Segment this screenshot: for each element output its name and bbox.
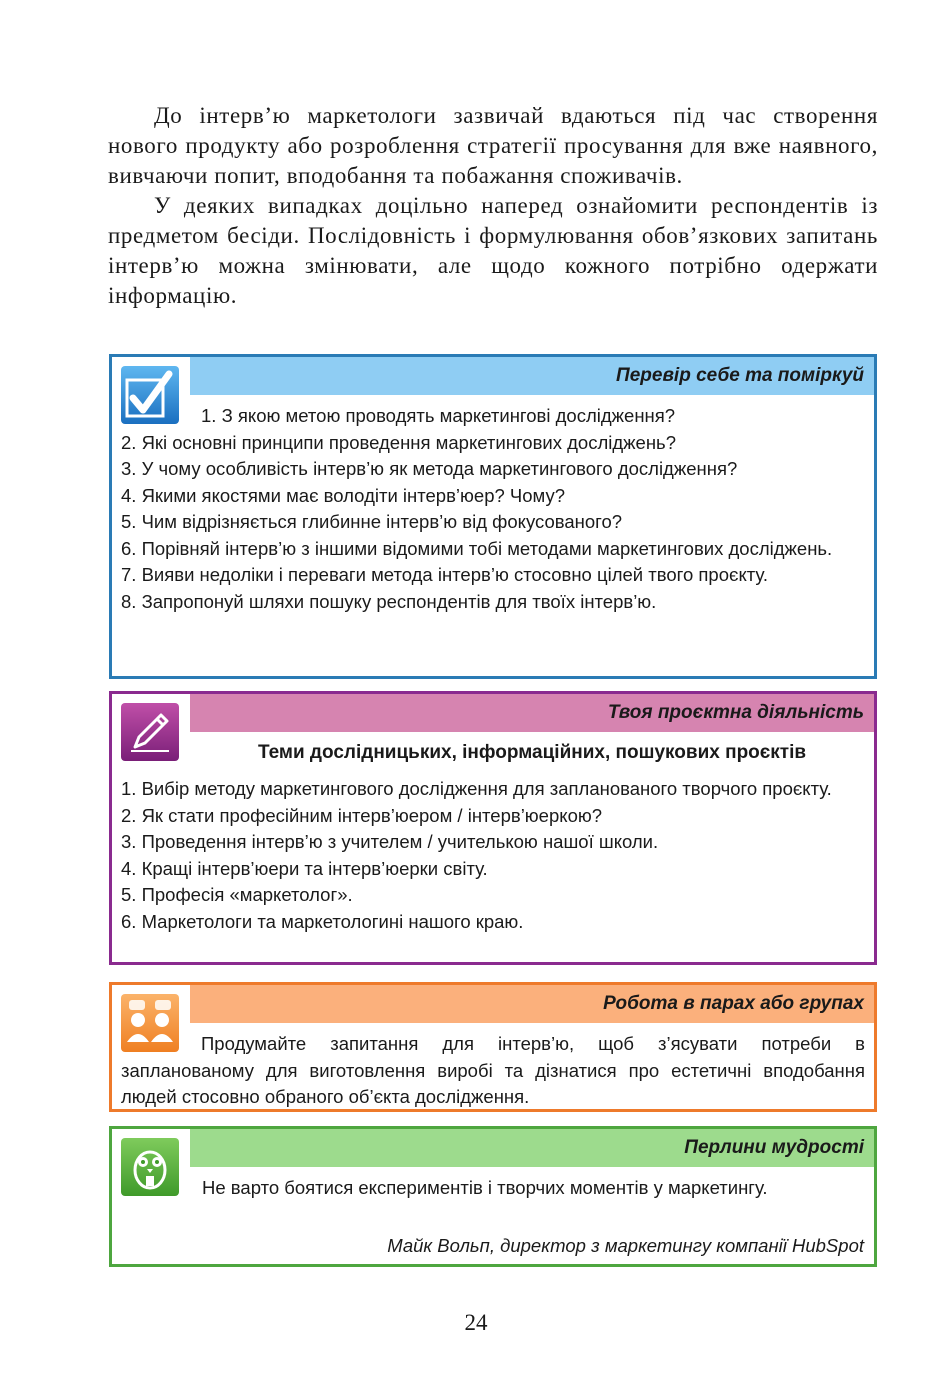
list-item: 2. Як стати професійним інтерв’юером / інтерв’юеркою? (121, 804, 603, 826)
check-yourself-title: Перевір себе та поміркуй (190, 357, 874, 395)
list-item: 3. У чому особливість інтерв’ю як метода маркетингового дослідження? (121, 458, 738, 479)
page-number: 24 (464, 1310, 488, 1335)
list-item: 1. З якою метою проводять маркетингові дослідження? (201, 405, 676, 426)
wisdom-title: Перлини мудрості (190, 1129, 874, 1167)
list-item: 7. Вияви недоліки і переваги метода інтерв’ю стосовно цілей твого проєкту. (121, 564, 768, 585)
pair-work-box (109, 982, 877, 1112)
check-yourself-list (121, 403, 865, 615)
pencil-icon (121, 703, 179, 761)
intro-paragraph-1: До інтерв’ю маркетологи зазвичай вдаються під час створення нового продукту або розроблення стратегії просування для вже наявного, вивчаючи попит, вподобання та побажання споживачів. (108, 103, 878, 188)
wisdom-box (109, 1126, 877, 1267)
list-item: 4. Якими якостями має володіти інтерв’юер? Чому? (121, 484, 565, 506)
pair-work-title: Робота в парах або групах (190, 985, 874, 1023)
list-item: 5. Професія «маркетолог». (121, 884, 353, 905)
list-item: 2. Які основні принципи проведення маркетингових досліджень? (121, 431, 676, 453)
project-topics-heading: Теми дослідницьких, інформаційних, пошукових проєктів (257, 742, 807, 763)
wisdom-author: Майк Вольп, директор з маркетингу компанії HubSpot (387, 1235, 864, 1256)
project-activity-title: Твоя проєктна діяльність (190, 694, 874, 732)
pair-work-text (121, 1031, 865, 1111)
wisdom-quote: Не варто боятися експериментів і творчих моментів у маркетингу. (202, 1177, 768, 1198)
owl-icon (121, 1138, 179, 1196)
intro-paragraph-2: У деяких випадках доцільно наперед ознайомити респондентів із предметом бесіди. Послідовність і формулювання обов’язкових запитань інтерв’ю можна змінювати, але щодо кожного потрібно одержати інформацію. (108, 193, 878, 308)
list-item: 1. Вибір методу маркетингового дослідження для запланованого творчого проєкту. (121, 778, 832, 799)
pair-work-paragraph: Продумайте запитання для інтерв’ю, щоб з’ясувати потреби в запланованому для виготовлення виробі та дізнатися про естетичні вподобання людей стосовно обраного об’єкта дослідження. (121, 1033, 865, 1107)
intro-text (108, 101, 878, 311)
check-yourself-box (109, 354, 877, 679)
list-item: 5. Чим відрізняється глибинне інтерв’ю від фокусованого? (121, 511, 623, 532)
project-topics-list (121, 776, 865, 935)
list-item: 6. Порівняй інтерв’ю з іншими відомими тобі методами маркетингових досліджень. (121, 537, 833, 559)
list-item: 4. Кращі інтерв’юери та інтерв’юерки світу. (121, 857, 488, 879)
list-item: 6. Маркетологи та маркетологині нашого краю. (121, 910, 524, 932)
list-item: 8. Запропонуй шляхи пошуку респондентів для твоїх інтерв’ю. (121, 590, 657, 612)
project-activity-box (109, 691, 877, 965)
list-item: 3. Проведення інтерв’ю з учителем / учителькою нашої школи. (121, 831, 659, 852)
